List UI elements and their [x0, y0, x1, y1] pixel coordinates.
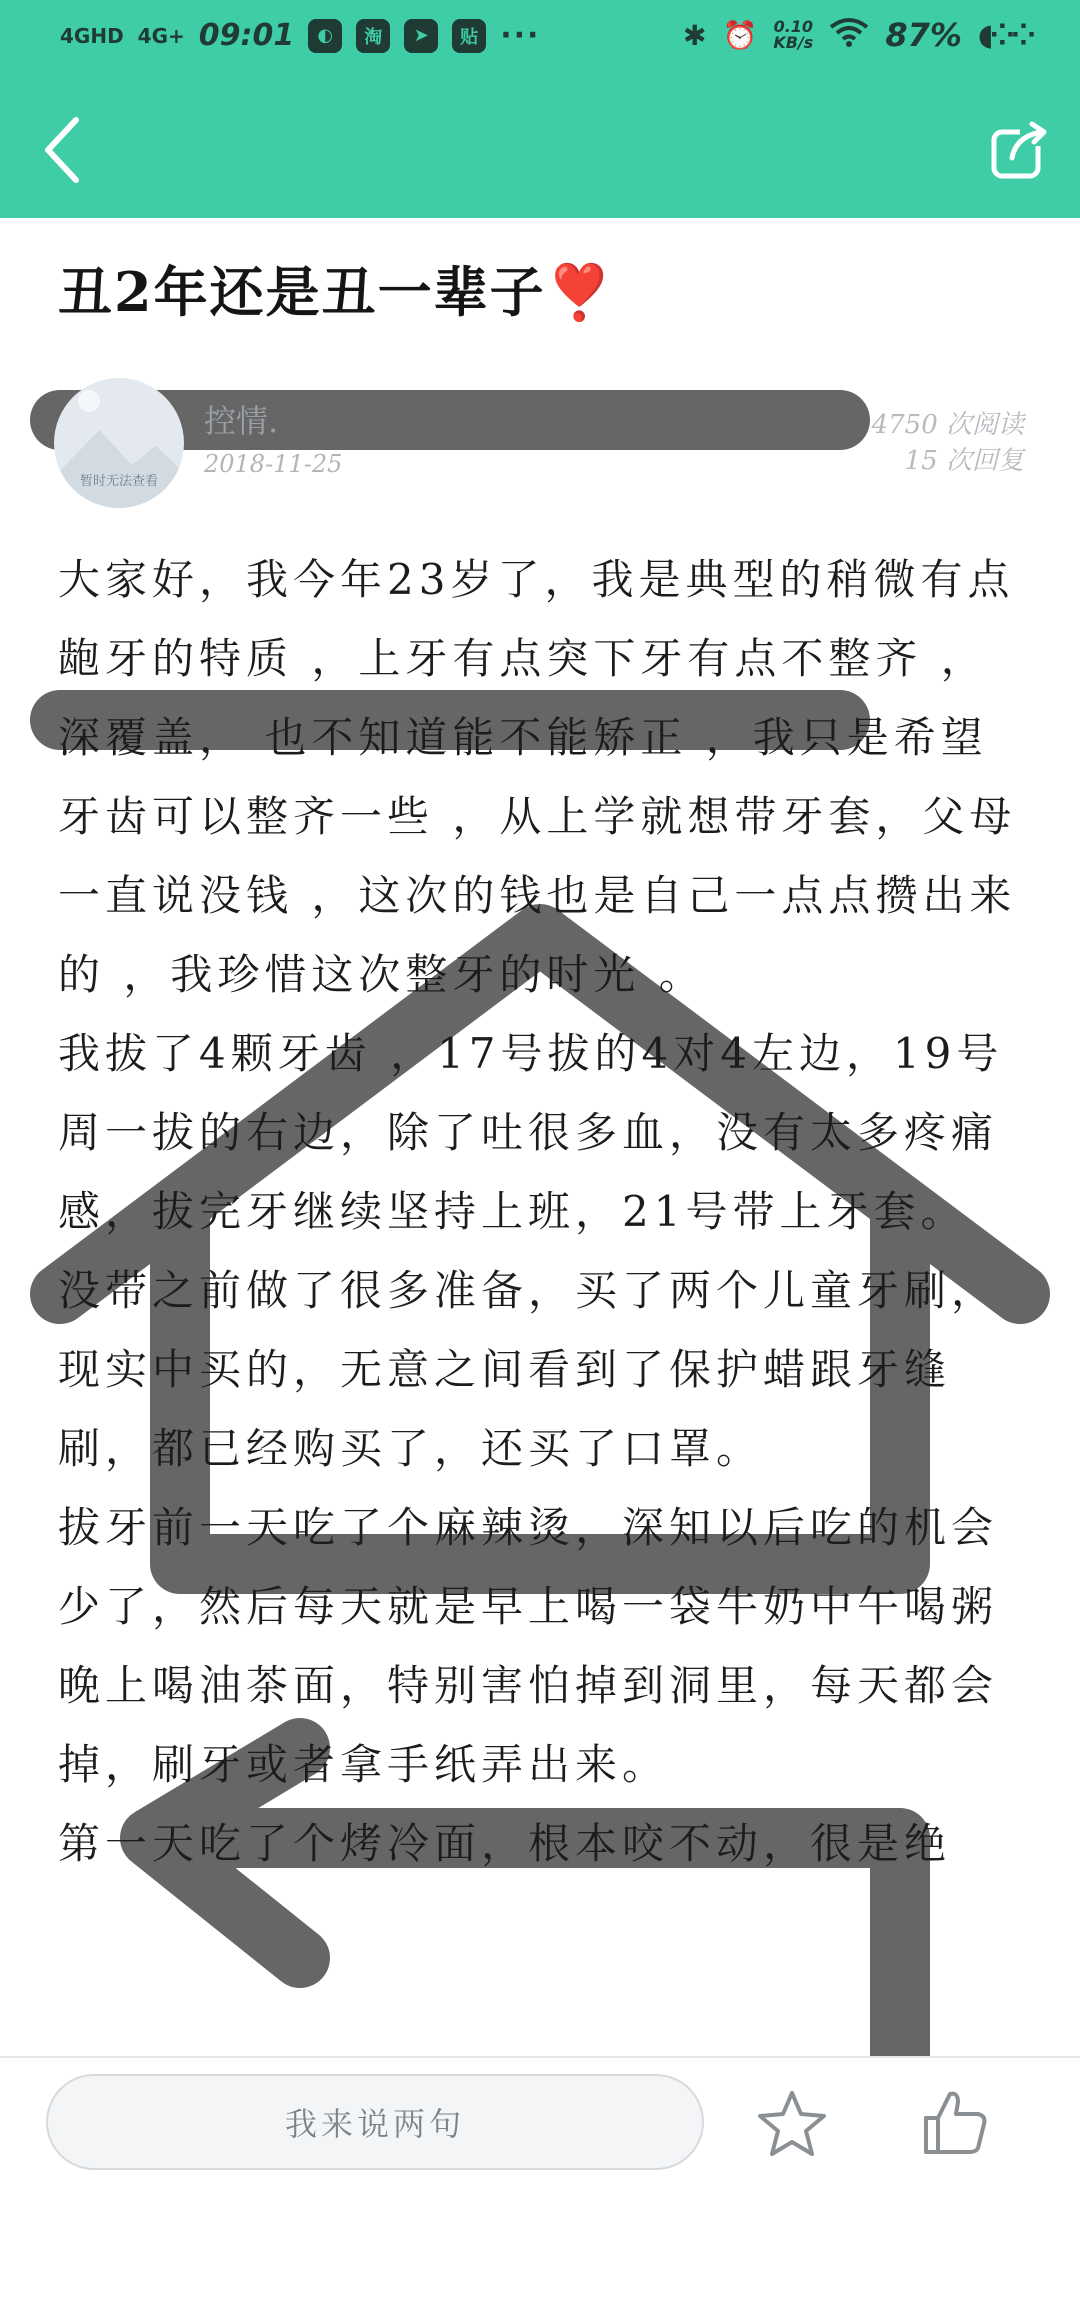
post-content [58, 540, 1018, 1883]
taobao-icon: 淘 [356, 19, 390, 53]
bluetooth-icon: ✱ [683, 18, 707, 52]
post-paragraph: 我拔了4颗牙齿 ，17号拔的4对4左边，19号周一拔的右边，除了吐很多血，没有太多疼痛感，拔完牙继续坚持上班，21号带上牙套。 [58, 1029, 1004, 1236]
signal-1-indicator: 4GHD [60, 23, 124, 48]
battery-icon: ◖⁘⁘ [977, 17, 1032, 53]
avatar-placeholder-sun [78, 390, 100, 412]
avatar[interactable] [54, 378, 184, 508]
post-title-text: 丑2年还是丑一辈子 [58, 260, 546, 324]
post-paragraph: 没带之前做了很多准备，买了两个儿童牙刷，现实中买的，无意之间看到了保护蜡跟牙缝刷，都已经购买了，还买了口罩。 [58, 1266, 999, 1473]
author-name[interactable]: 控情. [204, 402, 279, 440]
post-title [58, 250, 615, 327]
heart-exclamation-icon: ❣️ [545, 260, 615, 324]
signal-2-indicator: 4G+ [137, 23, 185, 48]
reply-count: 15 次回复 [904, 446, 1024, 476]
thumbs-up-icon[interactable] [918, 2086, 990, 2158]
network-speed-value: 0.10 [773, 17, 814, 36]
avatar-caption: 暂时无法查看 [79, 474, 158, 489]
battery-level: 87% [885, 16, 962, 54]
status-bar [0, 0, 1080, 78]
avatar-placeholder-mountain [54, 430, 184, 508]
read-count: 4750 次阅读 [871, 410, 1024, 440]
star-icon[interactable] [756, 2088, 828, 2160]
post-paragraph: 大家好，我今年23岁了，我是典型的稍微有点龅牙的特质 ，上牙有点突下牙有点不整齐 ，深覆盖， 也不知道能不能矫正 ，我只是希望牙齿可以整齐一些 ，从上学就想带牙套，父母一直说没钱 ，这次的钱也是自己一点点攒出来的 ，我珍惜这次整牙的时光 。 [58, 555, 1017, 999]
post-paragraph: 第一天吃了个烤冷面，根本咬不动，很是绝 [58, 1819, 952, 1868]
notification-app-icon: ◐ [308, 19, 342, 53]
comment-input[interactable]: 我来说两句 [46, 2074, 704, 2170]
post-date: 2018-11-25 [204, 450, 343, 478]
wifi-icon [829, 17, 869, 54]
network-speed-unit: KB/s [773, 33, 814, 52]
alarm-icon: ⏰ [722, 18, 758, 52]
system-nav-bar [0, 2200, 1080, 2316]
post-paragraph: 拔牙前一天吃了个麻辣烫，深知以后吃的机会少了，然后每天就是早上喝一袋牛奶中午喝粥晚上喝油茶面，特别害怕掉到洞里，每天都会掉，刷牙或者拿手纸弄出来。 [58, 1503, 999, 1789]
chevron-left-icon[interactable] [36, 110, 96, 190]
more-notifications-icon: ··· [500, 18, 541, 53]
tieba-icon: 贴 [452, 19, 486, 53]
share-icon[interactable] [990, 118, 1050, 180]
telegram-icon: ➤ [404, 19, 438, 53]
network-speed [773, 19, 813, 51]
clock: 09:01 [198, 18, 295, 53]
